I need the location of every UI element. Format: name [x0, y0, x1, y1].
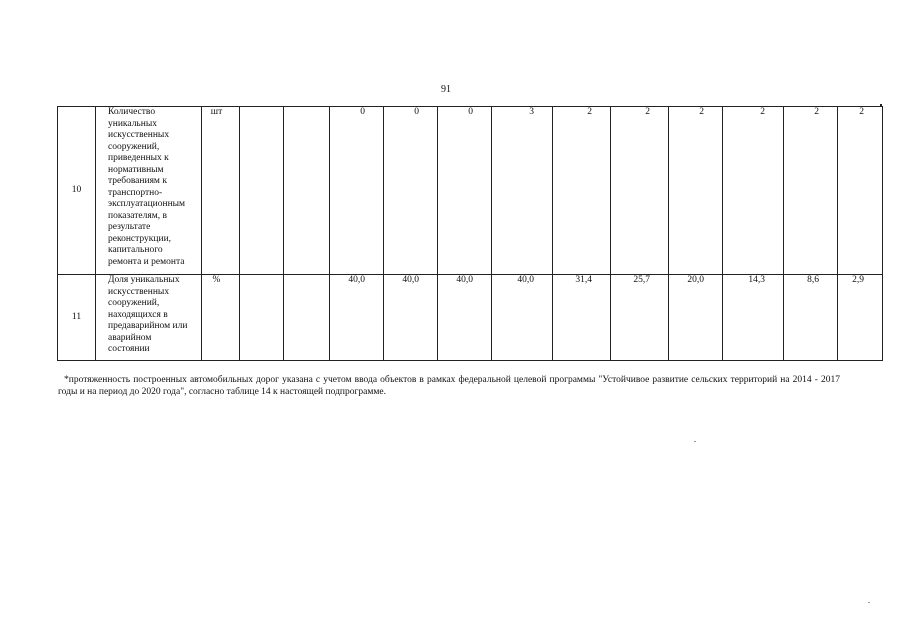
indicator-name-line: искусственных [108, 286, 170, 297]
value-cell: 2 [723, 107, 784, 275]
value-cell: 40,0 [438, 275, 492, 361]
value-cell: 40,0 [492, 275, 553, 361]
value-cell: 2 [553, 107, 611, 275]
empty-cell [284, 275, 330, 361]
indicator-name-line: Доля уникальных [108, 275, 180, 285]
value-cell: 2 [669, 107, 723, 275]
indicator-name [96, 107, 202, 275]
indicator-name-line: аварийном [108, 332, 152, 343]
indicator-name-line: ремонта и ремонта [108, 256, 185, 267]
value-cell: 3 [492, 107, 553, 275]
row-number: 11 [58, 275, 96, 361]
indicator-name-line: приведенных к [108, 153, 169, 163]
unit: шт [202, 107, 240, 275]
indicator-name-line: предаварийном или [108, 321, 188, 331]
footnote: *протяженность построенных автомобильных дорог указана с учетом ввода объектов в рамках федеральной целевой программы "Устойчивое развитие сельских территорий на 2014 - 2017 годы и на период до 2020 года", согласно таблице 14 к настоящей подпрограмме. [58, 375, 840, 397]
value-cell: 25,7 [611, 275, 669, 361]
indicator-name-line: искусственных [108, 130, 170, 140]
indicator-name-line: Количество [108, 107, 156, 117]
value-cell: 31,4 [553, 275, 611, 361]
value-cell: 2 [611, 107, 669, 275]
indicator-name-line: капитального [108, 245, 163, 255]
scan-mark [880, 104, 882, 106]
indicator-name-line: транспортно- [108, 187, 163, 198]
indicator-name-line: сооружений, [108, 298, 160, 308]
indicators-table [57, 106, 883, 361]
unit: % [202, 275, 240, 361]
value-cell: 14,3 [723, 275, 784, 361]
value-cell: 0 [330, 107, 384, 275]
value-cell: 8,6 [784, 275, 838, 361]
value-cell: 2 [838, 107, 883, 275]
indicator-name-line: нормативным [108, 164, 164, 175]
indicator-name-line: сооружений, [108, 141, 160, 152]
empty-cell [240, 275, 284, 361]
indicator-name-line: уникальных [108, 118, 157, 129]
value-cell: 40,0 [330, 275, 384, 361]
empty-cell [284, 107, 330, 275]
scan-mark [868, 602, 870, 603]
table-row [58, 107, 883, 275]
value-cell: 0 [384, 107, 438, 275]
indicator-name-line: состоянии [108, 344, 150, 354]
scan-mark [694, 441, 696, 442]
indicator-name [96, 275, 202, 361]
indicator-name-line: реконструкции, [108, 233, 172, 244]
empty-cell [240, 107, 284, 275]
page-number: 91 [441, 84, 451, 95]
indicator-name-line: результате [108, 222, 151, 232]
value-cell: 0 [438, 107, 492, 275]
value-cell: 40,0 [384, 275, 438, 361]
value-cell: 2 [784, 107, 838, 275]
indicator-name-line: требованиям к [108, 176, 167, 186]
indicator-name-line: находящихся в [108, 309, 168, 320]
value-cell: 2,9 [838, 275, 883, 361]
value-cell: 20,0 [669, 275, 723, 361]
row-number: 10 [58, 107, 96, 275]
indicator-name-line: эксплуатационным [108, 199, 186, 209]
table-row [58, 275, 883, 361]
indicator-name-line: показателям, в [108, 210, 167, 221]
